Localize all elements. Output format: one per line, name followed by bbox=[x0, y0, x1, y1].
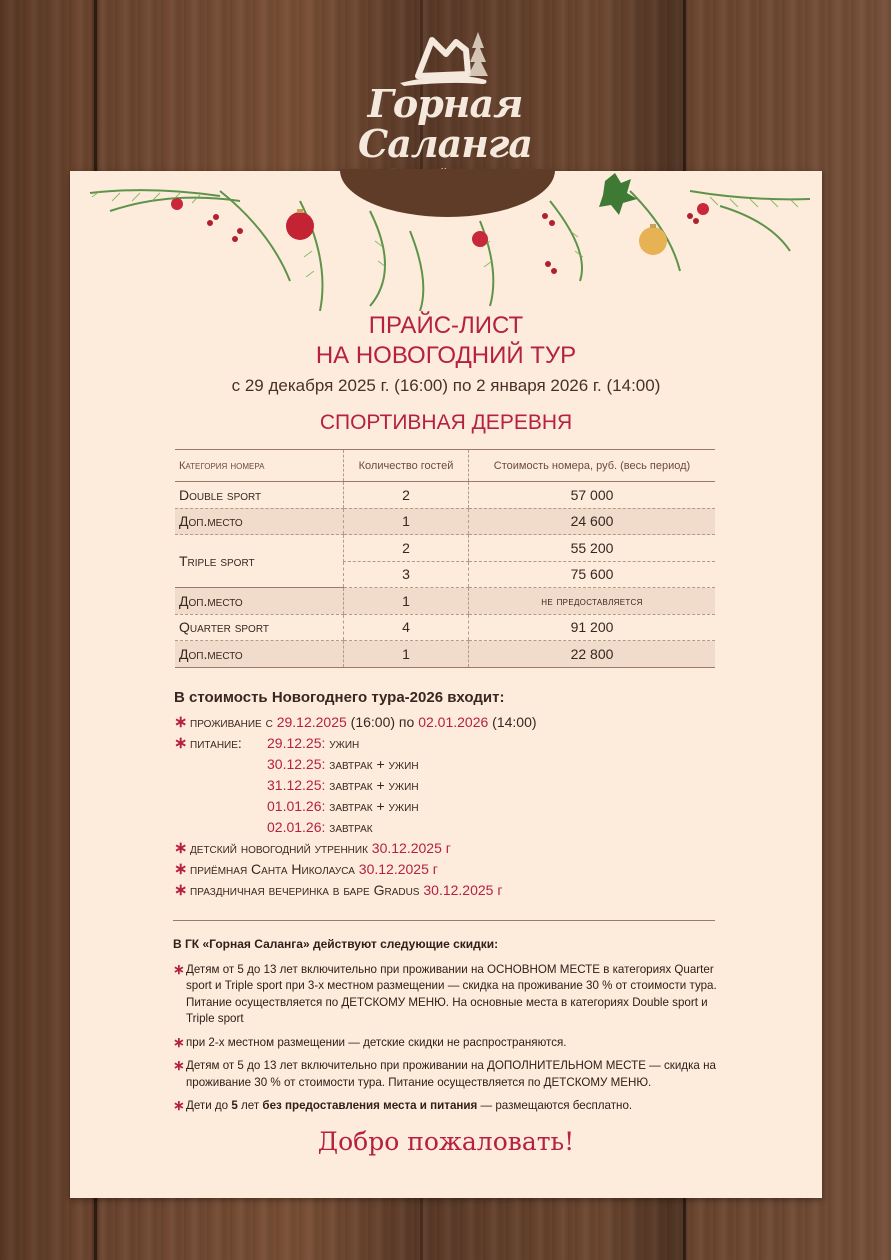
included-section bbox=[174, 689, 734, 901]
discounts-heading: В ГК «Горная Саланга» действуют следующие скидки: bbox=[173, 937, 499, 951]
asterisk-icon: ∗ bbox=[173, 1057, 185, 1073]
discounts-section bbox=[173, 936, 733, 1122]
room-price: 22 800 bbox=[469, 641, 716, 668]
included-heading: В стоимость Новогоднего тура-2026 входит: bbox=[174, 689, 505, 706]
guest-count: 3 bbox=[344, 561, 469, 588]
room-price: не предоставляется bbox=[469, 588, 716, 615]
meals-label: питание: bbox=[190, 735, 242, 751]
list-item: ∗ приёмная Санта Николауса 30.12.2025 г bbox=[174, 861, 438, 878]
table-row bbox=[175, 535, 715, 562]
column-header-category: Категория номера bbox=[175, 450, 344, 482]
column-header-price: Стоимость номера, руб. (весь период) bbox=[469, 450, 716, 482]
meal-entry: 31.12.25: завтрак + ужин bbox=[267, 777, 419, 793]
asterisk-icon: ∗ bbox=[174, 882, 188, 899]
meal-entry: 29.12.25: ужин bbox=[267, 735, 360, 751]
asterisk-icon: ∗ bbox=[173, 960, 185, 977]
logo-name: Горная Саланга bbox=[357, 81, 532, 166]
table-row bbox=[175, 588, 715, 615]
red-bauble bbox=[286, 212, 314, 240]
room-category: Triple sport bbox=[175, 535, 344, 588]
room-category: Доп.место bbox=[175, 641, 344, 668]
section-divider bbox=[173, 920, 715, 921]
price-table bbox=[175, 449, 715, 668]
holly-leaf bbox=[599, 173, 637, 215]
red-ornament bbox=[697, 203, 709, 215]
section-title: СПОРТИВНАЯ ДЕРЕВНЯ bbox=[319, 411, 573, 434]
list-item: ∗ детский новогодний утренник 30.12.2025 г bbox=[174, 840, 451, 857]
room-price: 24 600 bbox=[469, 508, 716, 535]
tour-period: с 29 декабря 2025 г. (16:00) по 2 января 2026 г. (14:00) bbox=[231, 376, 661, 395]
table-row bbox=[175, 641, 715, 668]
list-item-meals bbox=[174, 733, 734, 754]
gold-bauble bbox=[639, 227, 667, 255]
asterisk-icon: ∗ bbox=[174, 840, 188, 857]
table-row bbox=[175, 482, 715, 509]
guest-count: 1 bbox=[344, 641, 469, 668]
asterisk-icon: ∗ bbox=[174, 861, 188, 878]
table-header-row bbox=[175, 450, 715, 482]
meal-entry: 30.12.25: завтрак + ужин bbox=[267, 756, 419, 772]
list-item: ∗ проживание с 29.12.2025 (16:00) по 02.01.2026 (14:00) bbox=[174, 714, 537, 731]
guest-count: 2 bbox=[344, 535, 469, 562]
room-category: Quarter sport bbox=[175, 614, 344, 641]
asterisk-icon: ∗ bbox=[173, 1097, 185, 1113]
guest-count: 1 bbox=[344, 588, 469, 615]
meal-entry: 02.01.26: завтрак bbox=[267, 819, 373, 835]
discount-item: ∗ при 2-х местном размещении — детские скидки не распространяются. bbox=[173, 1033, 567, 1050]
asterisk-icon: ∗ bbox=[174, 735, 188, 752]
christmas-garland-decoration bbox=[70, 171, 822, 311]
room-category: Доп.место bbox=[175, 588, 344, 615]
page-title: ПРАЙС-ЛИСТ НА НОВОГОДНИЙ ТУР bbox=[315, 312, 577, 369]
discount-item: ∗ Детям от 5 до 13 лет включительно при проживании на ДОПОЛНИТЕЛЬНОМ МЕСТЕ — скидка на проживание 30 % от стоимости тура. Питание осуществляется по ДЕТСКОМУ МЕНЮ. bbox=[173, 1057, 716, 1089]
meal-entry: 01.01.26: завтрак + ужин bbox=[267, 798, 419, 814]
guest-count: 2 bbox=[344, 482, 469, 509]
red-ornament bbox=[171, 198, 183, 210]
hat-mountain-icon bbox=[390, 28, 500, 88]
list-item: ∗ праздничная вечеринка в баре Gradus 30.12.2025 г bbox=[174, 882, 503, 899]
room-price: 91 200 bbox=[469, 614, 716, 641]
red-ornament bbox=[472, 231, 488, 247]
asterisk-icon: ∗ bbox=[173, 1033, 185, 1050]
discount-item: ∗ Дети до 5 лет без предоставления места и питания — размещаются бесплатно. bbox=[173, 1097, 633, 1113]
discount-item: ∗ Детям от 5 до 13 лет включительно при проживании на ОСНОВНОМ МЕСТЕ в категориях Quarter sport и Triple sport при 3-х местном размещении — скидка на проживание 30 % от стоимости тура. Питание осуществляется по ДЕТСКОМУ МЕНЮ. На основные места в категориях Double sport и Triple sport bbox=[173, 960, 717, 1025]
room-price: 57 000 bbox=[469, 482, 716, 509]
table-row bbox=[175, 508, 715, 535]
guest-count: 4 bbox=[344, 614, 469, 641]
welcome-message: Добро пожаловать! bbox=[317, 1127, 575, 1156]
room-category: Доп.место bbox=[175, 508, 344, 535]
guest-count: 1 bbox=[344, 508, 469, 535]
asterisk-icon: ∗ bbox=[174, 714, 188, 731]
room-price: 75 600 bbox=[469, 561, 716, 588]
column-header-guests: Количество гостей bbox=[344, 450, 469, 482]
price-list-sheet bbox=[70, 171, 822, 1198]
room-category: Double sport bbox=[175, 482, 344, 509]
room-price: 55 200 bbox=[469, 535, 716, 562]
table-row bbox=[175, 614, 715, 641]
